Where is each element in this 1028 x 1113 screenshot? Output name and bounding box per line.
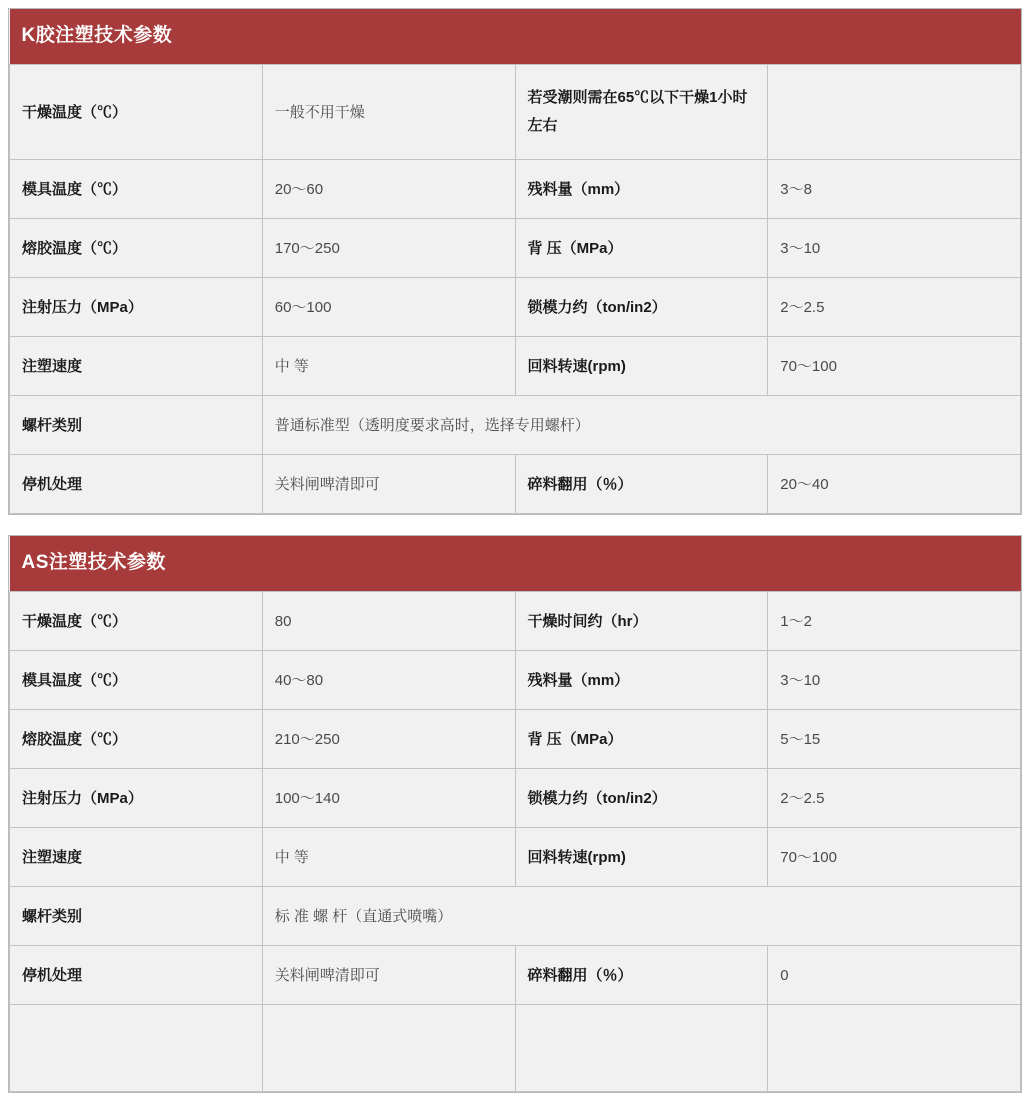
row-label: 注射压力（MPa） bbox=[10, 769, 263, 828]
row-label-2: 残料量（mm） bbox=[515, 160, 768, 219]
row-value-2: 3～10 bbox=[768, 651, 1021, 710]
table-title-row bbox=[10, 536, 1021, 592]
table-row bbox=[10, 455, 1021, 514]
row-label: 注射压力（MPa） bbox=[10, 278, 263, 337]
row-label-2: 锁模力约（ton/in2） bbox=[515, 769, 768, 828]
table-row bbox=[10, 651, 1021, 710]
spacer-cell bbox=[262, 1005, 515, 1092]
row-value-2: 2～2.5 bbox=[768, 278, 1021, 337]
table-row bbox=[10, 710, 1021, 769]
row-value: 100～140 bbox=[262, 769, 515, 828]
row-value: 80 bbox=[262, 592, 515, 651]
table bbox=[9, 9, 1021, 514]
row-value-2 bbox=[768, 65, 1021, 160]
row-label: 模具温度（℃） bbox=[10, 160, 263, 219]
row-label-2: 锁模力约（ton/in2） bbox=[515, 278, 768, 337]
row-value: 普通标准型（透明度要求高时，选择专用螺杆） bbox=[262, 396, 1020, 455]
row-label: 螺杆类别 bbox=[10, 887, 263, 946]
table-row bbox=[10, 278, 1021, 337]
row-label-2: 背 压（MPa） bbox=[515, 219, 768, 278]
row-label: 停机处理 bbox=[10, 455, 263, 514]
row-label: 螺杆类别 bbox=[10, 396, 263, 455]
row-label: 干燥温度（℃） bbox=[10, 592, 263, 651]
row-value: 60～100 bbox=[262, 278, 515, 337]
row-label-2: 碎料翻用（％） bbox=[515, 946, 768, 1005]
row-value: 一般不用干燥 bbox=[262, 65, 515, 160]
row-label: 模具温度（℃） bbox=[10, 651, 263, 710]
row-value-2: 2～2.5 bbox=[768, 769, 1021, 828]
row-label: 停机处理 bbox=[10, 946, 263, 1005]
table-row bbox=[10, 160, 1021, 219]
row-label-2: 回料转速(rpm) bbox=[515, 828, 768, 887]
table-row bbox=[10, 769, 1021, 828]
table bbox=[9, 536, 1021, 1092]
table-row-spacer bbox=[10, 1005, 1021, 1092]
row-value: 标 准 螺 杆（直通式喷嘴） bbox=[262, 887, 1020, 946]
table-row bbox=[10, 337, 1021, 396]
table-row bbox=[10, 946, 1021, 1005]
row-label-2: 背 压（MPa） bbox=[515, 710, 768, 769]
row-value: 关料闸啤清即可 bbox=[262, 455, 515, 514]
table-row bbox=[10, 887, 1021, 946]
row-value-2: 3～10 bbox=[768, 219, 1021, 278]
spacer-cell bbox=[768, 1005, 1021, 1092]
row-value-2: 20～40 bbox=[768, 455, 1021, 514]
parameter-table-k-glue bbox=[8, 8, 1022, 515]
row-label: 干燥温度（℃） bbox=[10, 65, 263, 160]
row-value-2: 5～15 bbox=[768, 710, 1021, 769]
table-row bbox=[10, 65, 1021, 160]
row-value: 中 等 bbox=[262, 337, 515, 396]
row-value-2: 70～100 bbox=[768, 828, 1021, 887]
row-label-2: 残料量（mm） bbox=[515, 651, 768, 710]
row-value: 20～60 bbox=[262, 160, 515, 219]
row-label: 熔胶温度（℃） bbox=[10, 219, 263, 278]
spacer-cell bbox=[10, 1005, 263, 1092]
row-value: 中 等 bbox=[262, 828, 515, 887]
row-value-2: 0 bbox=[768, 946, 1021, 1005]
table-row bbox=[10, 592, 1021, 651]
table-row bbox=[10, 396, 1021, 455]
row-value-2: 3～8 bbox=[768, 160, 1021, 219]
row-value-2: 70～100 bbox=[768, 337, 1021, 396]
row-value: 170～250 bbox=[262, 219, 515, 278]
row-label-2: 若受潮则需在65℃以下干燥1小时左右 bbox=[515, 65, 768, 160]
table-title: K胶注塑技术参数 bbox=[10, 9, 1021, 65]
spacer-cell bbox=[515, 1005, 768, 1092]
table-title-row bbox=[10, 9, 1021, 65]
row-label: 注塑速度 bbox=[10, 337, 263, 396]
row-label: 注塑速度 bbox=[10, 828, 263, 887]
row-label: 熔胶温度（℃） bbox=[10, 710, 263, 769]
row-value: 40～80 bbox=[262, 651, 515, 710]
row-value-2: 1～2 bbox=[768, 592, 1021, 651]
table-title: AS注塑技术参数 bbox=[10, 536, 1021, 592]
row-label-2: 回料转速(rpm) bbox=[515, 337, 768, 396]
parameter-table-as bbox=[8, 535, 1022, 1093]
row-value: 210～250 bbox=[262, 710, 515, 769]
row-value: 关料闸啤清即可 bbox=[262, 946, 515, 1005]
table-row bbox=[10, 219, 1021, 278]
row-label-2: 干燥时间约（hr） bbox=[515, 592, 768, 651]
table-row bbox=[10, 828, 1021, 887]
row-label-2: 碎料翻用（％） bbox=[515, 455, 768, 514]
